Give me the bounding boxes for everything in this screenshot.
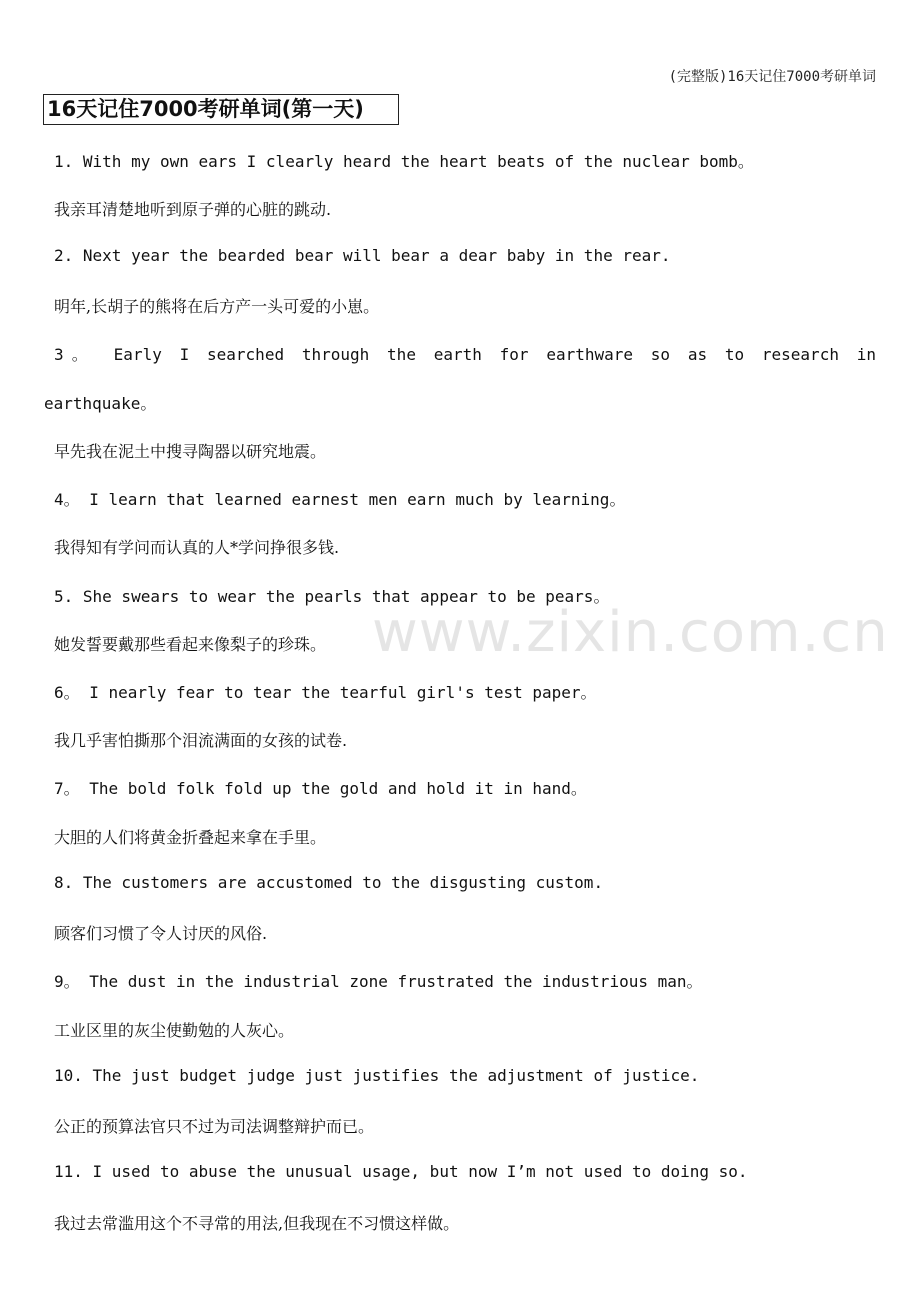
entry-4-chinese: 我得知有学问而认真的人*学问挣很多钱. bbox=[54, 538, 340, 557]
entry-4-english: 4。 I learn that learned earnest men earn much by learning。 bbox=[54, 490, 626, 509]
entry-2-chinese: 明年,长胡子的熊将在后方产一头可爱的小崽。 bbox=[54, 297, 380, 316]
entry-3-english: 3。 Early I searched through the earth for earthware so as to research in bbox=[54, 345, 876, 364]
entry-1-english: 1. With my own ears I clearly heard the heart beats of the nuclear bomb。 bbox=[54, 152, 754, 171]
entry-9-chinese: 工业区里的灰尘使勤勉的人灰心。 bbox=[54, 1021, 295, 1040]
entry-7-chinese: 大胆的人们将黄金折叠起来拿在手里。 bbox=[54, 828, 327, 847]
entry-6-chinese: 我几乎害怕撕那个泪流满面的女孩的试卷. bbox=[54, 731, 348, 750]
entry-7-english: 7。 The bold folk fold up the gold and hold it in hand。 bbox=[54, 779, 587, 798]
entry-3-english-continued: earthquake。 bbox=[44, 394, 157, 413]
entry-2-english: 2. Next year the bearded bear will bear a dear baby in the rear. bbox=[54, 246, 671, 265]
entry-11-english: 11. I used to abuse the unusual usage, but now I’m not used to doing so. bbox=[54, 1162, 748, 1181]
entry-11-chinese: 我过去常滥用这个不寻常的用法,但我现在不习惯这样做。 bbox=[54, 1214, 460, 1233]
entry-10-english: 10. The just budget judge just justifies the adjustment of justice. bbox=[54, 1066, 700, 1085]
document-header-note: (完整版)16天记住7000考研单词 bbox=[668, 69, 876, 85]
entry-8-english: 8. The customers are accustomed to the disgusting custom. bbox=[54, 873, 604, 892]
entry-8-chinese: 顾客们习惯了令人讨厌的风俗. bbox=[54, 924, 268, 943]
entry-3-chinese: 早先我在泥土中搜寻陶器以研究地震。 bbox=[54, 442, 327, 461]
entry-5-english: 5. She swears to wear the pearls that appear to be pears。 bbox=[54, 587, 610, 606]
entry-1-chinese: 我亲耳清楚地听到原子弹的心脏的跳动. bbox=[54, 200, 332, 219]
entry-10-chinese: 公正的预算法官只不过为司法调整辩护而已。 bbox=[54, 1117, 375, 1136]
entry-9-english: 9。 The dust in the industrial zone frustrated the industrious man。 bbox=[54, 972, 703, 991]
entry-6-english: 6。 I nearly fear to tear the tearful girl's test paper。 bbox=[54, 683, 597, 702]
entry-5-chinese: 她发誓要戴那些看起来像梨子的珍珠。 bbox=[54, 635, 327, 654]
watermark: www.zixin.com.cn bbox=[372, 600, 889, 665]
document-title: 16天记住7000考研单词(第一天) bbox=[43, 94, 399, 125]
